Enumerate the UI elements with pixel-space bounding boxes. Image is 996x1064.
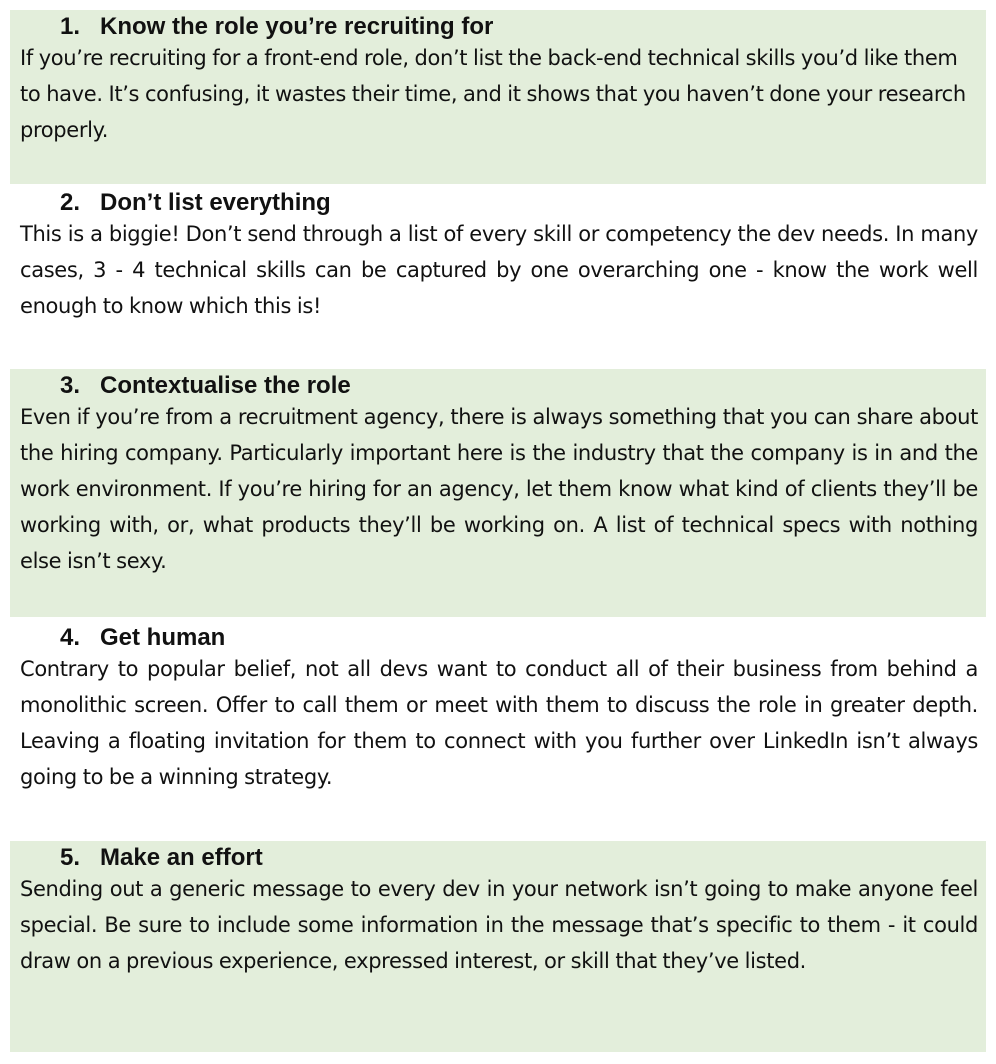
tip-title-1: Know the role you’re recruiting for (100, 13, 494, 40)
tip-text-5: Sending out a generic message to every dev in your network isn’t going to make anyone feel special. Be sure to include some information in the message that’s specific to them - it could draw on a previous experience, expressed interest, or skill that they’ve listed. (20, 877, 978, 973)
tip-text-1: If you’re recruiting for a front-end role, don’t list the back-end technical skills you’d like them to have. It’s confusing, it wastes their time, and it shows that you haven’t done your research properly. (20, 46, 966, 142)
tip-heading-4 (60, 623, 225, 653)
tip-number-2: 2. (60, 189, 81, 216)
tip-text-2: This is a biggie! Don’t send through a list of every skill or competency the dev needs. In many cases, 3 - 4 technical skills can be captured by one overarching one - know the work well enough to know which this is! (20, 222, 978, 318)
tip-text-4: Contrary to popular belief, not all devs want to conduct all of their business from behind a monolithic screen. Offer to call them or meet with them to discuss the role in greater depth. Leaving a floating invitation for them to connect with you further over LinkedIn isn’t always going to be a winning strategy. (20, 657, 978, 789)
tip-number-5: 5. (60, 844, 81, 871)
tip-body-1 (20, 40, 978, 148)
tip-number-4: 4. (60, 624, 81, 651)
tip-heading-5 (60, 843, 263, 873)
tip-heading-2 (60, 188, 331, 218)
tip-title-4: Get human (100, 624, 226, 651)
tip-heading-1 (60, 12, 493, 42)
tip-title-3: Contextualise the role (100, 372, 351, 399)
tip-section-1 (10, 10, 986, 184)
tip-title-2: Don’t list everything (100, 189, 331, 216)
tip-body-2 (20, 216, 978, 324)
tip-text-3: Even if you’re from a recruitment agency, there is always something that you can share about the hiring company. Particularly important here is the industry that the company is in and the work environment. If you’re hiring for an agency, let them know what kind of clients they’ll be working with, or, what products they’ll be working on. A list of technical specs with nothing else isn’t sexy. (20, 405, 978, 573)
tip-body-4 (20, 651, 978, 795)
tip-number-3: 3. (60, 372, 81, 399)
tip-section-4 (10, 621, 986, 839)
tip-section-5 (10, 841, 986, 1052)
tip-title-5: Make an effort (100, 844, 263, 871)
tip-body-5 (20, 871, 978, 979)
tip-heading-3 (60, 371, 351, 401)
tip-body-3 (20, 399, 978, 579)
tip-section-2 (10, 186, 986, 366)
tip-section-3 (10, 369, 986, 617)
tip-number-1: 1. (60, 13, 81, 40)
